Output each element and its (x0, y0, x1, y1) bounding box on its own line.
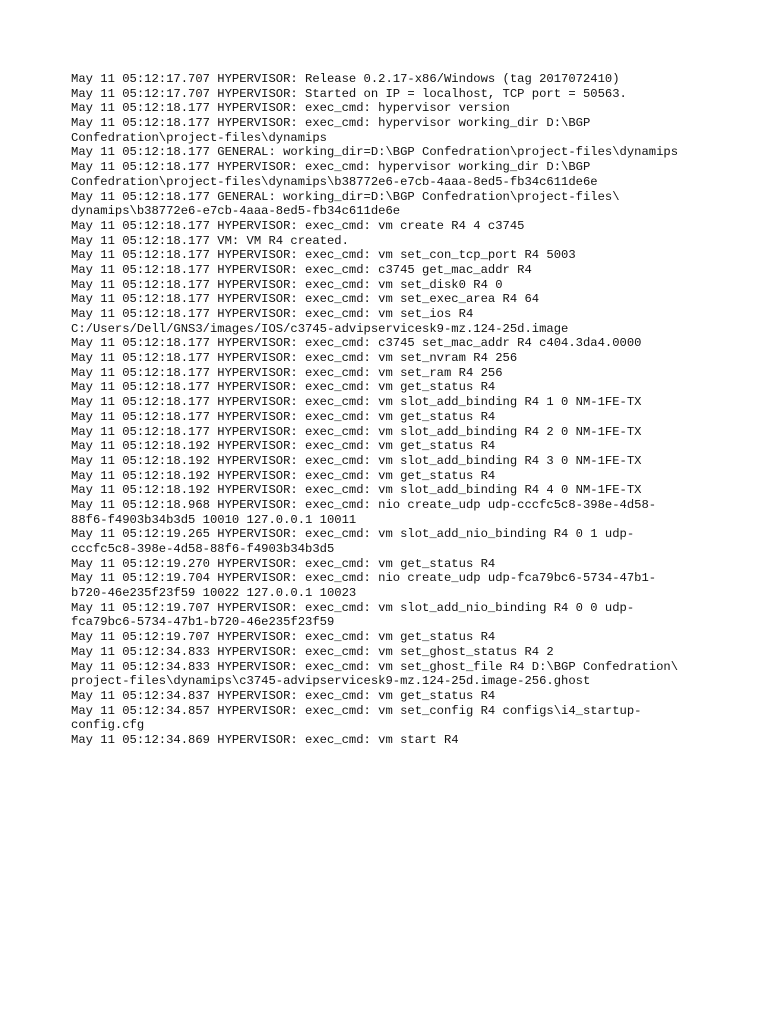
log-line: May 11 05:12:18.177 HYPERVISOR: exec_cmd: hypervisor working_dir D:\BGP (71, 116, 591, 131)
log-line: May 11 05:12:19.704 HYPERVISOR: exec_cmd: nio create_udp udp-fca79bc6-5734-47b1- (71, 571, 657, 586)
log-line: May 11 05:12:18.177 HYPERVISOR: exec_cmd: vm set_exec_area R4 64 (71, 292, 540, 307)
log-line: Confedration\project-files\dynamips\b38772e6-e7cb-4aaa-8ed5-fb34c611de6e (71, 174, 598, 189)
log-line: May 11 05:12:19.707 HYPERVISOR: exec_cmd: vm get_status R4 (71, 630, 496, 645)
log-line: May 11 05:12:18.177 HYPERVISOR: exec_cmd: vm set_ios R4 (71, 307, 474, 321)
log-line: b720-46e235f23f59 10022 127.0.0.1 10023 (71, 586, 357, 601)
log-line: May 11 05:12:18.192 HYPERVISOR: exec_cmd: vm get_status R4 (71, 468, 496, 483)
log-line: May 11 05:12:18.177 GENERAL: working_dir=D:\BGP Confedration\project-files\ (71, 189, 620, 204)
log-line: cccfc5c8-398e-4d58-88f6-f4903b34b3d5 (71, 542, 335, 556)
log-line: May 11 05:12:18.192 HYPERVISOR: exec_cmd: vm slot_add_binding R4 3 0 NM-1FE-TX (71, 453, 642, 468)
log-line: May 11 05:12:18.177 GENERAL: working_dir=D:\BGP Confedration\project-files\dynamips (71, 145, 679, 160)
log-line: May 11 05:12:34.857 HYPERVISOR: exec_cmd: vm set_config R4 configs\i4_startup- (71, 703, 642, 718)
log-line: May 11 05:12:18.177 VM: VM R4 created. (71, 233, 349, 248)
log-line: May 11 05:12:18.192 HYPERVISOR: exec_cmd: vm slot_add_binding R4 4 0 NM-1FE-TX (71, 483, 642, 498)
log-line: May 11 05:12:34.869 HYPERVISOR: exec_cmd: vm start R4 (71, 732, 459, 747)
log-line: May 11 05:12:18.177 HYPERVISOR: exec_cmd: vm create R4 4 c3745 (71, 218, 525, 233)
log-line: config.cfg (71, 718, 145, 733)
log-line: May 11 05:12:18.177 HYPERVISOR: exec_cmd: c3745 set_mac_addr R4 c404.3da4.0000 (71, 336, 642, 351)
log-line: May 11 05:12:19.270 HYPERVISOR: exec_cmd: vm get_status R4 (71, 556, 496, 571)
log-line: May 11 05:12:18.177 HYPERVISOR: exec_cmd: c3745 get_mac_addr R4 (71, 262, 532, 277)
log-line: project-files\dynamips\c3745-advipservicesk9-mz.124-25d.image-256.ghost (71, 674, 591, 689)
log-line: May 11 05:12:18.177 HYPERVISOR: exec_cmd: vm slot_add_binding R4 2 0 NM-1FE-TX (71, 424, 642, 439)
log-line: C:/Users/Dell/GNS3/images/IOS/c3745-advipservicesk9-mz.124-25d.image (71, 321, 569, 336)
log-line: Confedration\project-files\dynamips (71, 130, 327, 145)
log-line: May 11 05:12:18.177 HYPERVISOR: exec_cmd: vm slot_add_binding R4 1 0 NM-1FE-TX (71, 395, 642, 410)
log-line: dynamips\b38772e6-e7cb-4aaa-8ed5-fb34c611de6e (71, 204, 401, 219)
log-line: May 11 05:12:19.265 HYPERVISOR: exec_cmd: vm slot_add_nio_binding R4 0 1 udp- (71, 527, 635, 542)
log-line: May 11 05:12:18.192 HYPERVISOR: exec_cmd: vm get_status R4 (71, 439, 496, 454)
log-line: May 11 05:12:34.837 HYPERVISOR: exec_cmd: vm get_status R4 (71, 688, 496, 703)
log-line: fca79bc6-5734-47b1-b720-46e235f23f59 (71, 615, 335, 630)
log-line: May 11 05:12:18.177 HYPERVISOR: exec_cmd: vm get_status R4 (71, 380, 496, 395)
log-line: 88f6-f4903b34b3d5 10010 127.0.0.1 10011 (71, 512, 357, 527)
log-line: May 11 05:12:18.177 HYPERVISOR: exec_cmd: vm set_disk0 R4 0 (71, 277, 503, 292)
log-line: May 11 05:12:18.177 HYPERVISOR: exec_cmd: hypervisor version (71, 101, 510, 116)
log-line: May 11 05:12:17.707 HYPERVISOR: Release 0.2.17-x86/Windows (tag 2017072410) (71, 72, 620, 86)
log-line: May 11 05:12:18.177 HYPERVISOR: exec_cmd: vm set_ram R4 256 (71, 365, 503, 380)
log-line: May 11 05:12:19.707 HYPERVISOR: exec_cmd: vm slot_add_nio_binding R4 0 0 udp- (71, 600, 635, 615)
log-line: May 11 05:12:18.177 HYPERVISOR: exec_cmd: vm set_nvram R4 256 (71, 351, 518, 366)
log-line: May 11 05:12:34.833 HYPERVISOR: exec_cmd: vm set_ghost_status R4 2 (71, 644, 554, 659)
log-line: May 11 05:12:18.968 HYPERVISOR: exec_cmd: nio create_udp udp-cccfc5c8-398e-4d58- (71, 497, 657, 512)
log-text-block (71, 72, 711, 748)
log-line: May 11 05:12:18.177 HYPERVISOR: exec_cmd: vm get_status R4 (71, 409, 496, 424)
log-line: May 11 05:12:17.707 HYPERVISOR: Started on IP = localhost, TCP port = 50563. (71, 86, 627, 101)
log-line: May 11 05:12:18.177 HYPERVISOR: exec_cmd: vm set_con_tcp_port R4 5003 (71, 248, 576, 263)
log-line: May 11 05:12:18.177 HYPERVISOR: exec_cmd: hypervisor working_dir D:\BGP (71, 160, 591, 175)
log-line: May 11 05:12:34.833 HYPERVISOR: exec_cmd: vm set_ghost_file R4 D:\BGP Confedration\ (71, 659, 679, 674)
